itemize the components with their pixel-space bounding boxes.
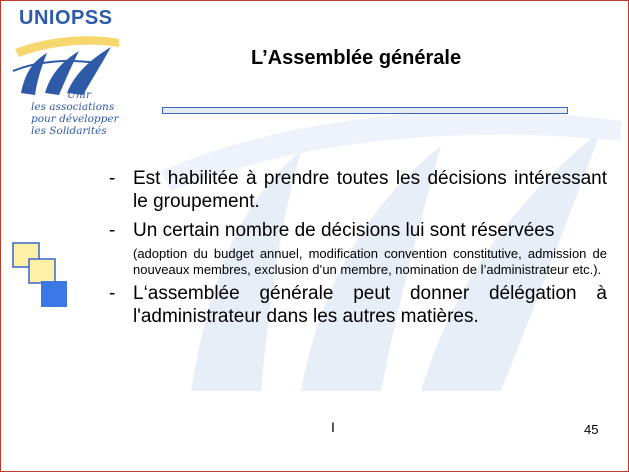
bullet-marker: - [109, 168, 116, 189]
bullet-item [109, 219, 607, 242]
logo-org-name: UNIOPSS [19, 7, 113, 29]
title-underline-bar [162, 107, 568, 114]
page-number: 45 [584, 422, 599, 437]
bullet-item [109, 282, 607, 328]
slide-title: L’Assemblée générale [251, 47, 462, 69]
uniopss-logo [7, 5, 127, 155]
sub-note: (adoption du budget annuel, modification convention constitutive, admission de nouveaux membres, exclusion d’un membre, nomination de l’administrateur etc.). [133, 246, 607, 277]
bullet-marker: - [109, 220, 116, 241]
tagline-line: pour développer [31, 113, 119, 125]
logo-tagline [31, 89, 131, 137]
tagline-line: Unir [67, 89, 91, 101]
bullet-text: L‘assemblée générale peut donner délégation à l'administrateur dans les autres matières. [133, 283, 607, 327]
tagline-line: les Solidarités [31, 125, 107, 137]
tagline-line: les associations [31, 101, 115, 113]
decorative-squares-icon [11, 241, 71, 311]
bullet-item [109, 167, 607, 213]
bullet-text: Est habilitée à prendre toutes les décisions intéressant le groupement. [133, 168, 607, 212]
bullet-marker: - [109, 283, 116, 304]
slide-content [109, 167, 607, 328]
bullet-text: Un certain nombre de décisions lui sont réservées [133, 220, 555, 241]
text-cursor: I [331, 419, 335, 435]
